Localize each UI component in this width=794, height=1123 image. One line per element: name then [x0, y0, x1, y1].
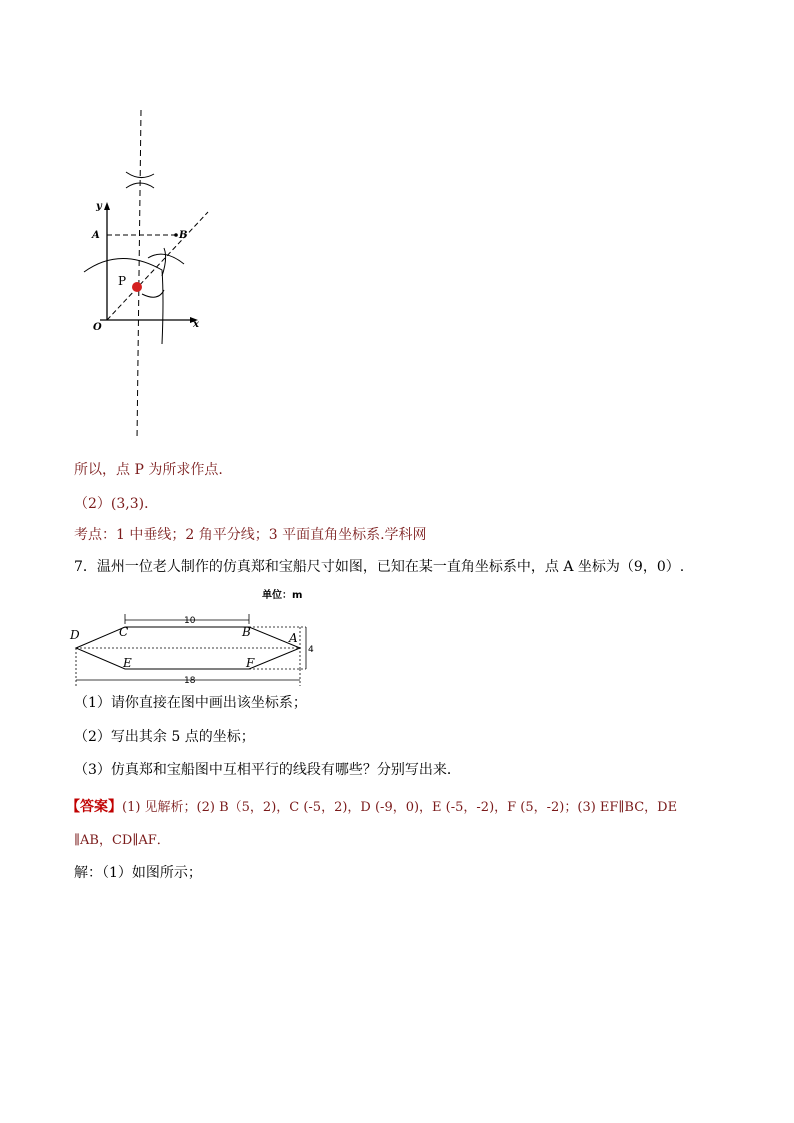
top-length: 10: [184, 616, 196, 626]
height-length: 4: [308, 645, 314, 655]
label-x: x: [193, 319, 199, 330]
unit-label: 单位：m: [262, 590, 303, 601]
answer-line-1: [66, 797, 677, 818]
label-b: B: [179, 230, 188, 241]
part2-answer: （2）(3,3)．: [74, 496, 159, 512]
point-b-label: B: [242, 625, 251, 639]
question-7-stem: 7．温州一位老人制作的仿真郑和宝船尺寸如图，已知在某一直角坐标系中，点 A 坐标为（9，0）.: [74, 559, 685, 575]
point-d-label: D: [70, 628, 80, 642]
point-a-label: A: [289, 631, 298, 645]
point-c-label: C: [119, 625, 129, 639]
construction-figure: [80, 108, 220, 448]
bottom-length: 18: [184, 676, 196, 686]
point-e-label: E: [123, 656, 132, 670]
label-p: P: [118, 274, 127, 288]
question-7-sub1: （1）请你直接在图中画出该坐标系；: [74, 695, 307, 711]
answer-tag: 【答案】: [66, 799, 122, 815]
knowledge-points: 考点：1 中垂线；2 角平分线；3 平面直角坐标系.学科网: [74, 527, 427, 543]
label-o: O: [93, 322, 102, 333]
ship-figure: [66, 584, 326, 688]
label-a: A: [92, 230, 100, 241]
question-7-sub3: （3）仿真郑和宝船图中互相平行的线段有哪些？分别写出来．: [74, 762, 461, 778]
point-f-label: F: [246, 656, 255, 670]
question-7-sub2: （2）写出其余 5 点的坐标；: [74, 729, 255, 745]
solution-line: 解：（1）如图所示；: [74, 865, 202, 881]
label-y: y: [96, 201, 102, 212]
answer-body-1: (1) 见解析；(2) B（5，2)，C (-5，2)，D (-9，0)，E (-5，-2)，F (5，-2)；(3) EF∥BC，DE: [122, 800, 678, 815]
conclusion-line: 所以，点 P 为所求作点.: [74, 462, 223, 478]
point-p-marker: [132, 282, 142, 292]
answer-line-2: ∥AB，CD∥AF．: [74, 833, 170, 848]
